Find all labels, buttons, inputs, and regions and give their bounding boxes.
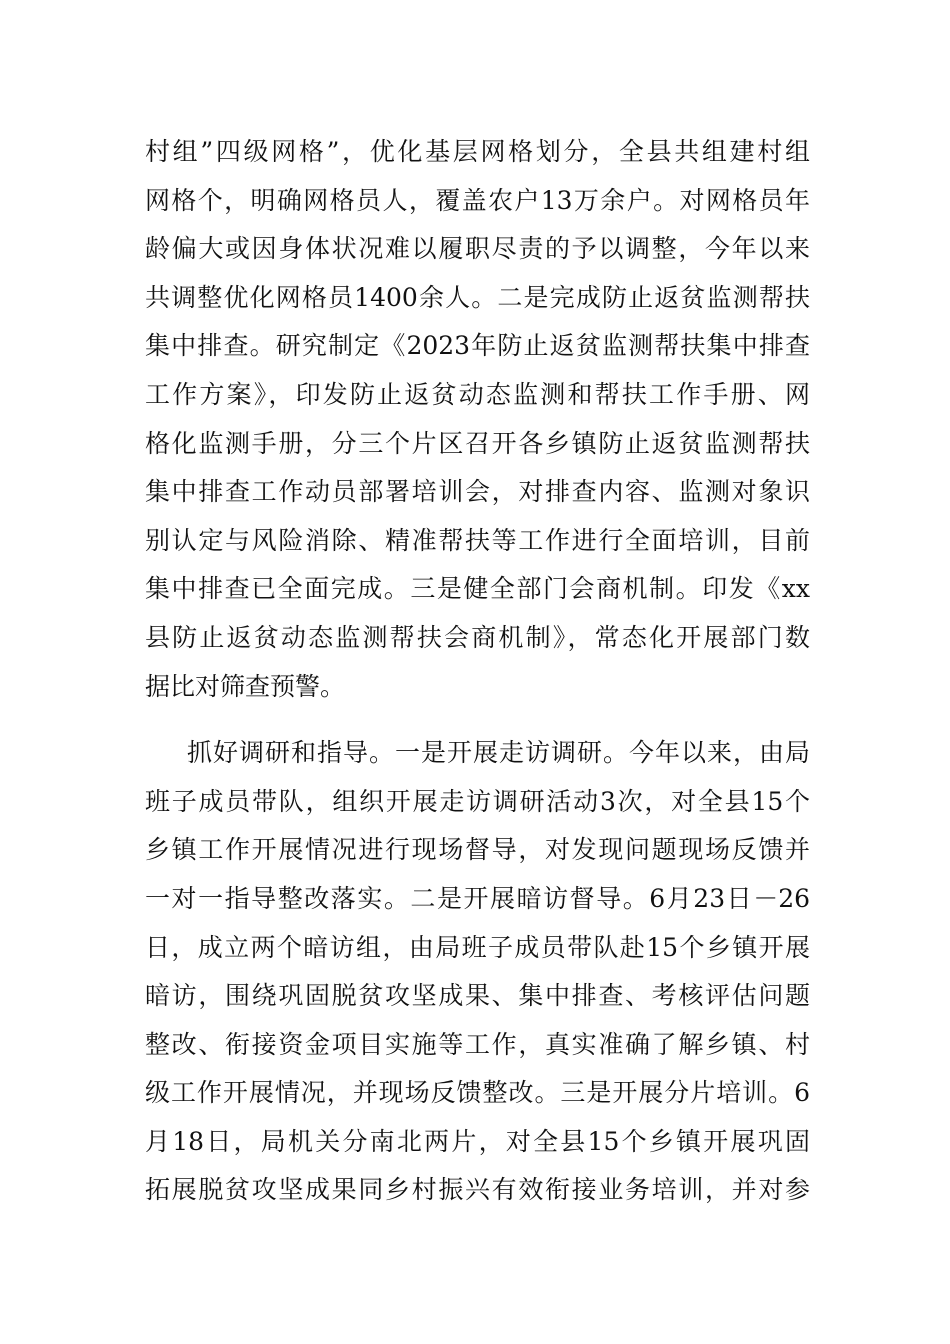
- text-line: 整改、衔接资金项目实施等工作，真实准确了解乡镇、村: [145, 1029, 810, 1059]
- paragraph-1: [145, 128, 810, 711]
- text-line: 集中排查已全面完成。三是健全部门会商机制。印发《xx: [145, 574, 810, 604]
- text-line: 龄偏大或因身体状况难以履职尽责的予以调整，今年以来: [145, 234, 810, 264]
- text-line: 网格个，明确网格员人，覆盖农户13万余户。对网格员年: [145, 185, 810, 215]
- paragraph-spacer: [145, 711, 810, 729]
- paragraph-2: [145, 729, 810, 1215]
- text-line: 据比对筛查预警。: [145, 671, 346, 701]
- text-line: 集中排查工作动员部署培训会，对排查内容、监测对象识: [145, 477, 810, 507]
- text-line: 乡镇工作开展情况进行现场督导，对发现问题现场反馈并: [145, 835, 810, 865]
- text-line: 格化监测手册，分三个片区召开各乡镇防止返贫监测帮扶: [145, 428, 810, 458]
- text-line: 一对一指导整改落实。二是开展暗访督导。6月23日－26: [145, 883, 810, 913]
- text-line: 集中排查。研究制定《2023年防止返贫监测帮扶集中排查: [145, 331, 810, 361]
- text-line: 别认定与风险消除、精准帮扶等工作进行全面培训，目前: [145, 525, 810, 555]
- text-line: 暗访，围绕巩固脱贫攻坚成果、集中排查、考核评估问题: [145, 981, 810, 1011]
- text-line: 班子成员带队，组织开展走访调研活动3次，对全县15个: [145, 786, 810, 816]
- text-line: 拓展脱贫攻坚成果同乡村振兴有效衔接业务培训，并对参: [145, 1175, 810, 1205]
- text-line: 县防止返贫动态监测帮扶会商机制》，常态化开展部门数: [145, 622, 810, 652]
- text-line: 工作方案》，印发防止返贫动态监测和帮扶工作手册、网: [145, 379, 810, 409]
- text-line: 共调整优化网格员1400余人。二是完成防止返贫监测帮扶: [145, 282, 810, 312]
- text-line: 级工作开展情况，并现场反馈整改。三是开展分片培训。6: [145, 1078, 810, 1108]
- text-line: 月18日，局机关分南北两片，对全县15个乡镇开展巩固: [145, 1126, 810, 1156]
- document-body: [145, 128, 810, 1215]
- text-line: 日，成立两个暗访组，由局班子成员带队赴15个乡镇开展: [145, 932, 810, 962]
- text-line: 村组”四级网格”，优化基层网格划分，全县共组建村组: [145, 137, 810, 166]
- text-line: 抓好调研和指导。一是开展走访调研。今年以来，由局: [187, 738, 810, 768]
